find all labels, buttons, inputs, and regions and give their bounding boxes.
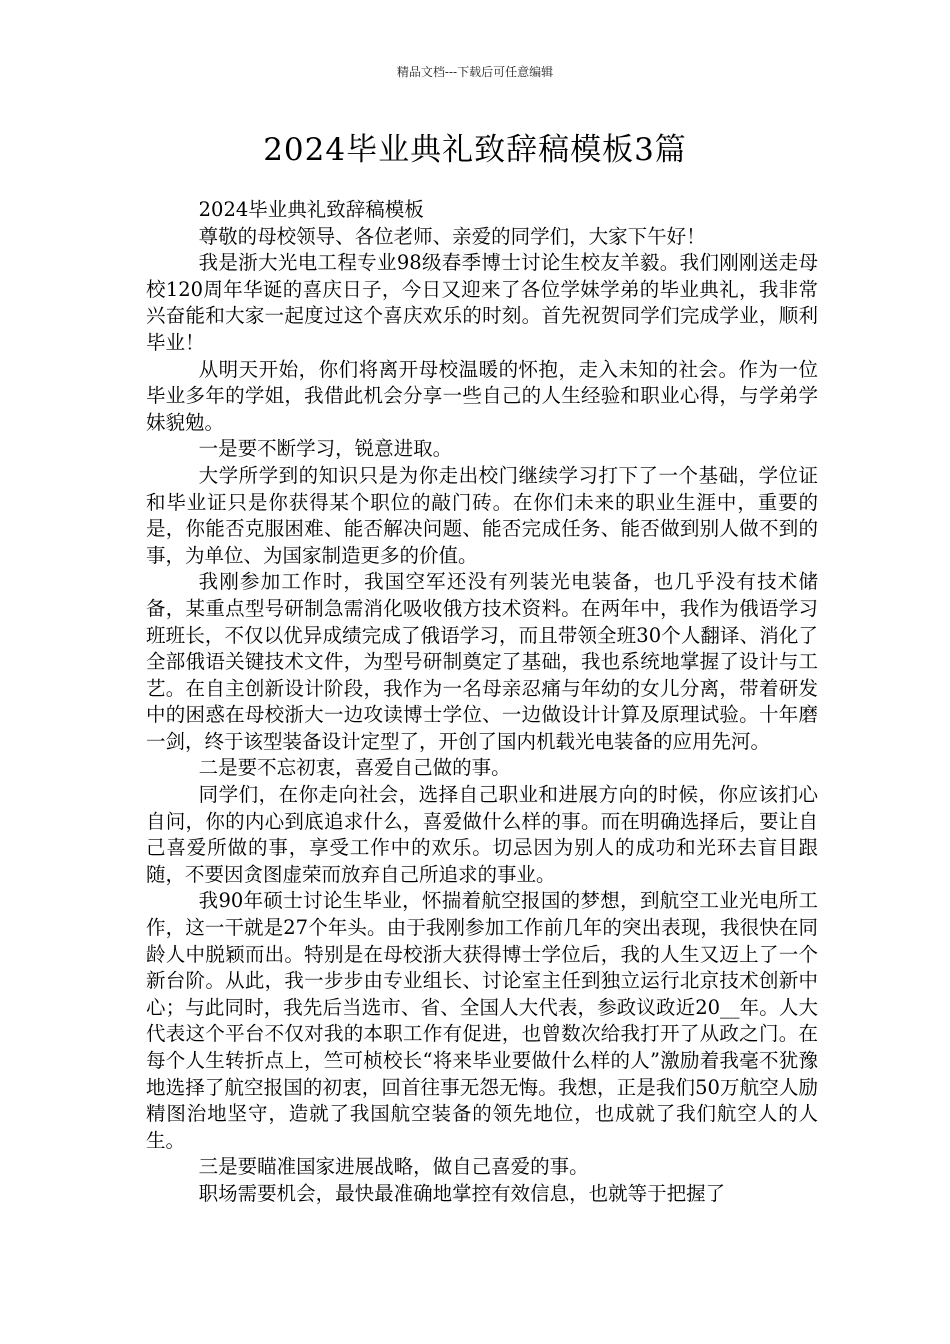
paragraph-subtitle: 2024毕业典礼致辞稿模板 <box>198 198 424 221</box>
paragraph-learning: 大学所学到的知识只是为你走出校门继续学习打下了一个基础，学位证和毕业证只是你获得某个职位的敲门砖。在你们未来的职业生涯中，重要的是，你能否克服困难、能否解决问题、能否完成任务、能否做到别人做不到的事，为单位、为国家制造更多的价值。 <box>146 463 818 567</box>
paragraph-point-one: 一是要不断学习，锐意进取。 <box>198 437 453 461</box>
paragraph-sharing: 从明天开始，你们将离开母校温暖的怀抱，走入未知的社会。作为一位毕业多年的学姐，我借此机会分享一些自己的人生经验和职业心得，与学弟学妹貌勉。 <box>146 357 818 434</box>
paragraph-greeting: 尊敬的母校领导、各位老师、亲爱的同学们，大家下午好！ <box>198 224 706 248</box>
paragraph-experience: 我90年硕士讨论生毕业，怀揣着航空报国的梦想，到航空工业光电所工作，这一干就是27个年头。由于我刚参加工作前几年的突出表现，我很快在同龄人中脱颖而出。特别是在母校浙大获得博士学位后，我的人生又迈上了一个新台阶。从此，我一步步由专业组长、讨论室主任到独立运行北京技术创新中心；与此同时，我先后当选市、省、全国人大代表，参政议政近20__年。人大代表这个平台不仅对我的本职工作有促进，也曾数次给我打开了从政之门。在每个人生转折点上，竺可桢校长“将来毕业要做什么样的人”激励着我毫不犹豫地选择了航空报国的初衷，回首往事无怨无悔。我想，正是我们50万航空人励精图治地坚守，造就了我国航空装备的领先地位，也成就了我们航空人的人生。 <box>146 889 818 1152</box>
document-title: 2024毕业典礼致辞稿模板3篇 <box>263 132 687 168</box>
paragraph-opportunity: 职场需要机会，最快最准确地掌控有效信息，也就等于把握了 <box>198 1181 726 1205</box>
paragraph-passion: 同学们，在你走向社会，选择自己职业和进展方向的时候，你应该扪心自问，你的内心到底追求什么，喜爱做什么样的事。而在明确选择后，要让自己喜爱所做的事，享受工作中的欢乐。切忌因为别人的成功和光环去盲目跟随，不要因贪图虚荣而放弃自己所追求的事业。 <box>146 783 818 886</box>
paragraph-point-three: 三是要瞄准国家进展战略，做自己喜爱的事。 <box>198 1155 589 1179</box>
document-body <box>146 197 818 1208</box>
paragraph-intro: 我是浙大光电工程专业98级春季博士讨论生校友羊毅。我们刚刚送走母校120周年华诞的喜庆日子，今日又迎来了各位学妹学弟的毕业典礼，我非常兴奋能和大家一起度过这个喜庆欢乐的时刻。首先祝贺同学们完成学业，顺利毕业！ <box>146 251 818 354</box>
paragraph-early-career: 我刚参加工作时，我国空军还没有列装光电装备，也几乎没有技术储备，某重点型号研制急需消化吸收俄方技术资料。在两年中，我作为俄语学习班班长，不仅以优异成绩完成了俄语学习，而且带领全班30个人翻译、消化了全部俄语关键技术文件，为型号研制奠定了基础，我也系统地掌握了设计与工艺。在自主创新设计阶段，我作为一名母亲忍痛与年幼的女儿分离，带着研发中的困惑在母校浙大一边攻读博士学位、一边做设计计算及原理试验。十年磨一剑，终于该型装备设计定型了，开创了国内机载光电装备的应用先河。 <box>146 570 818 753</box>
paragraph-point-two: 二是要不忘初衷，喜爱自己做的事。 <box>198 756 511 780</box>
page-header-note: 精品文档---下载后可任意编辑 <box>396 65 554 79</box>
